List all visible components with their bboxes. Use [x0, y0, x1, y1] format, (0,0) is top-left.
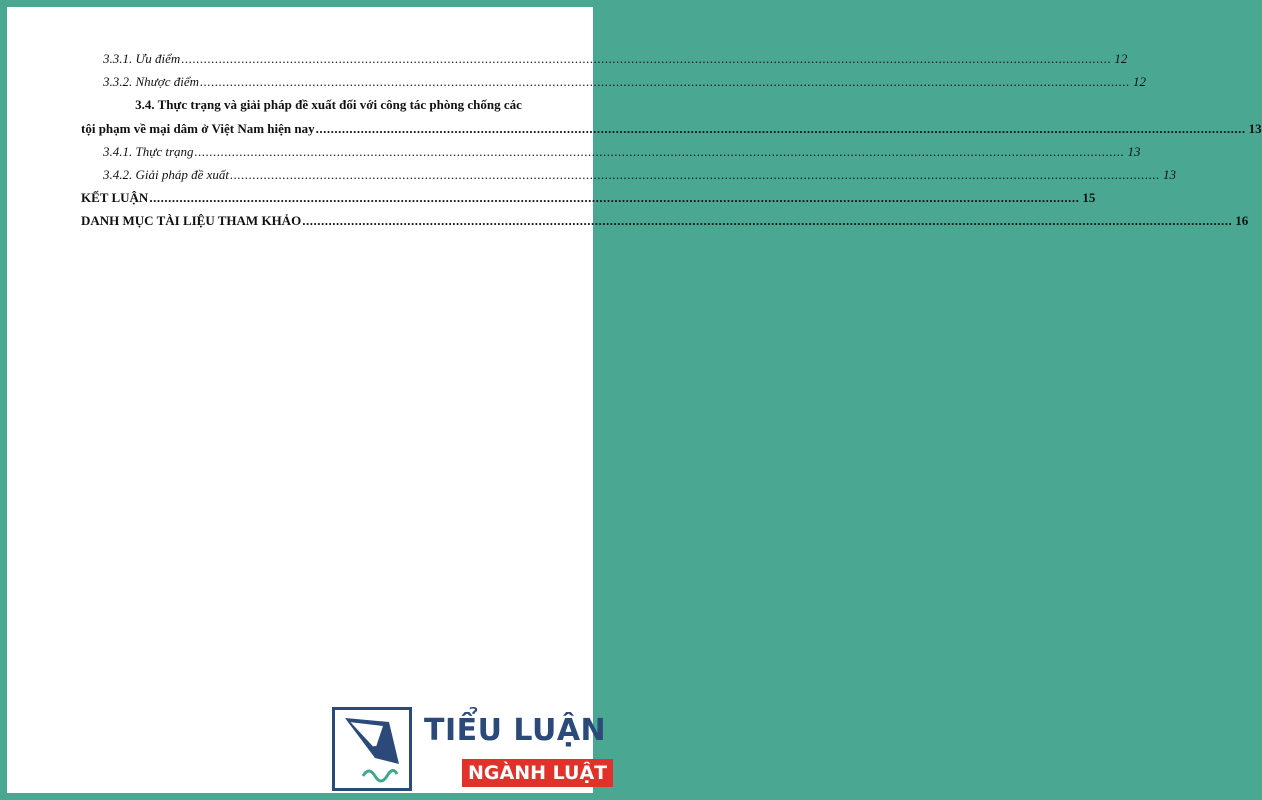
logo-title: TIỂU LUẬN [424, 713, 607, 748]
toc-dot-leader [149, 190, 1079, 206]
toc-entry-label: 3.4.1. Thực trạng [103, 144, 194, 159]
toc-entry-3-4-line1[interactable]: 3.4. Thực trạng và giải pháp đề xuất đối với công tác phòng chống các [135, 97, 522, 112]
toc-dot-leader [181, 51, 1111, 67]
toc-entry-label: 3.3.1. Ưu điểm [103, 51, 181, 66]
pen-icon-graphic [335, 710, 409, 788]
toc-entry-3-4[interactable] [81, 121, 1262, 137]
toc-entry-ket-luan[interactable] [81, 190, 1096, 206]
toc-dot-leader [200, 74, 1130, 90]
toc-entry-references[interactable] [81, 213, 1249, 229]
toc-entry-label: KẾT LUẬN [81, 190, 149, 205]
toc-dot-leader [230, 167, 1160, 183]
toc-dot-leader [316, 121, 1246, 137]
toc-entry-3-3-1[interactable] [81, 51, 1128, 67]
toc-entry-label: 3.4.2. Giải pháp đề xuất [103, 167, 230, 182]
toc-entry-3-4-1[interactable] [81, 144, 1141, 160]
toc-entry-page: 15 [1082, 190, 1096, 205]
toc-entry-page: 16 [1235, 213, 1249, 228]
toc-entry-3-4-2[interactable] [81, 167, 1177, 183]
toc-entry-page: 12 [1133, 74, 1146, 89]
toc-entry-page: 13 [1248, 121, 1262, 136]
toc-entry-label: DANH MỤC TÀI LIỆU THAM KHẢO [81, 213, 302, 228]
toc-entry-page: 12 [1114, 51, 1128, 66]
toc-entry-page: 13 [1163, 167, 1177, 182]
toc-entry-label: tội phạm về mại dâm ở Việt Nam hiện nay [81, 121, 315, 136]
brand-logo[interactable] [332, 707, 608, 793]
document-page [7, 7, 1262, 793]
toc-entry-label: 3.3.2. Nhược điểm [103, 74, 199, 89]
toc-dot-leader [195, 144, 1125, 160]
toc-entry-page: 13 [1127, 144, 1141, 159]
toc-dot-leader [302, 213, 1232, 229]
toc-entry-3-3-2[interactable] [81, 74, 1146, 90]
logo-subtitle: NGÀNH LUẬT [462, 759, 613, 787]
fountain-pen-nib-icon [332, 707, 412, 791]
